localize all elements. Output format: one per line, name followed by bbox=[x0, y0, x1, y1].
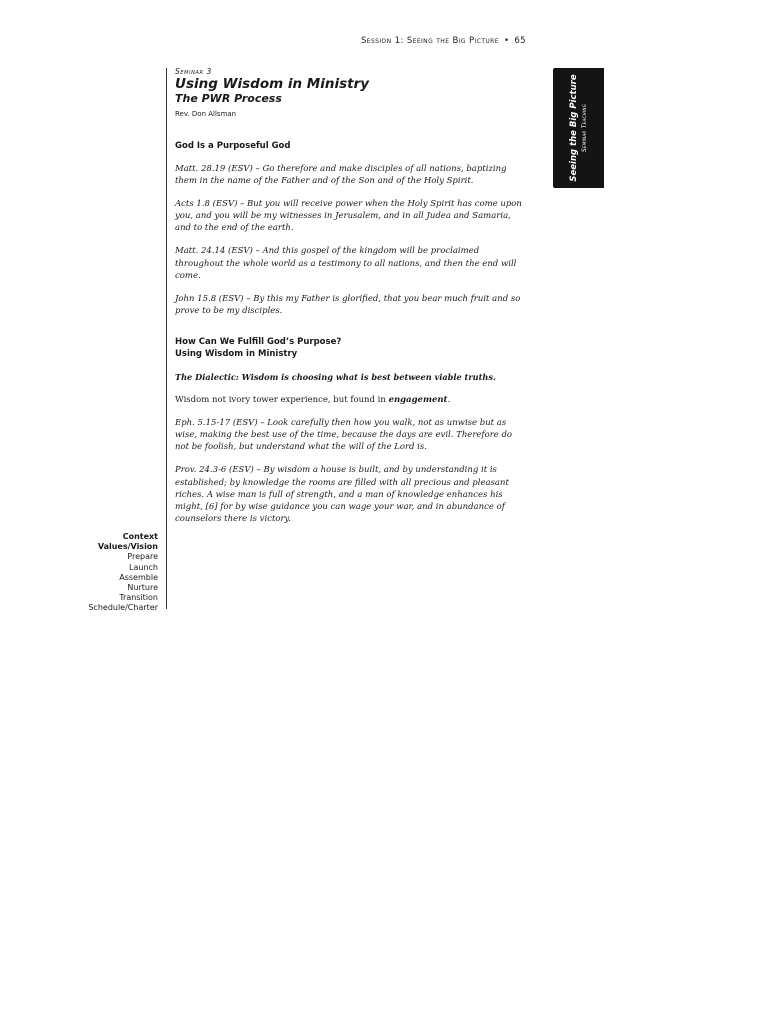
process-sidebar-nav bbox=[88, 532, 158, 614]
scripture-matt-28: Matt. 28.19 (ESV) – Go therefore and make disciples of all nations, baptizing them in the name of the Father and of the Son and of the Holy Spirit. bbox=[175, 164, 507, 187]
side-tab-subtitle: Seminar Teaching bbox=[580, 103, 588, 153]
side-tab-text bbox=[569, 68, 589, 188]
section-heading-fulfill-purpose bbox=[175, 336, 527, 360]
article-subtitle: The PWR Process bbox=[175, 92, 282, 105]
article-body bbox=[175, 66, 527, 525]
sidebar-item-values-vision: Values/Vision bbox=[97, 542, 158, 552]
scripture-acts-1: Acts 1.8 (ESV) – But you will receive power when the Holy Spirit has come upon you, and you will be my witnesses in Jerusalem, and in all Judea and Samaria, and to the end of the earth. bbox=[175, 199, 522, 234]
vertical-divider bbox=[166, 68, 167, 609]
wisdom-end: . bbox=[447, 395, 451, 406]
sidebar-item-nurture: Nurture bbox=[127, 583, 158, 593]
sidebar-item-context: Context bbox=[122, 532, 158, 541]
sidebar-item-prepare: Prepare bbox=[127, 552, 158, 562]
sidebar-item-assemble: Assemble bbox=[119, 572, 158, 582]
scripture-eph-5: Eph. 5.15-17 (ESV) – Look carefully then how you walk, not as unwise but as wise, making the best use of the time, because the days are evil. Therefore do not be foolish, but understand what the will of the Lord is. bbox=[175, 418, 513, 453]
scripture-matt-24: Matt. 24.14 (ESV) – And this gospel of the kingdom will be proclaimed throughout the whole world as a testimony to all nations, and then the end will come. bbox=[175, 246, 517, 281]
page-number: 65 bbox=[514, 36, 526, 46]
scripture-john-15: John 15.8 (ESV) – By this my Father is glorified, that you bear much fruit and so prove to be my disciples. bbox=[175, 293, 521, 316]
sidebar-item-schedule-charter: Schedule/Charter bbox=[88, 603, 158, 613]
author-line: Rev. Don Allsman bbox=[175, 110, 237, 118]
scripture-prov-24: Prov. 24.3-6 (ESV) – By wisdom a house is built, and by understanding it is established; by knowledge the rooms are filled with all precious and pleasant riches. A wise man is full of strength, and a man of knowledge enhances his might, [6] for by wise guidance you can wage your war, and in abundance of counselors there is victory. bbox=[175, 465, 509, 524]
running-title: Session 1: Seeing the Big Picture bbox=[360, 36, 499, 46]
wisdom-text: Wisdom not ivory tower experience, but found in bbox=[175, 395, 389, 406]
sidebar-item-transition: Transition bbox=[119, 593, 158, 603]
seminar-kicker: Seminar 3 bbox=[175, 67, 212, 76]
header-bullet: • bbox=[503, 36, 510, 46]
wisdom-statement bbox=[175, 394, 527, 406]
section-heading-line1: How Can We Fulfill God’s Purpose? bbox=[175, 336, 342, 347]
section-heading-line2: Using Wisdom in Ministry bbox=[175, 348, 298, 359]
section-side-tab bbox=[553, 68, 604, 188]
running-header bbox=[361, 36, 526, 46]
sidebar-item-launch: Launch bbox=[129, 562, 158, 572]
section-heading-purposeful-god: God Is a Purposeful God bbox=[175, 141, 291, 151]
side-tab-title: Seeing the Big Picture bbox=[568, 74, 579, 182]
article-title: Using Wisdom in Ministry bbox=[175, 76, 370, 92]
dialectic-statement: The Dialectic: Wisdom is choosing what is best between viable truths. bbox=[175, 371, 496, 382]
wisdom-emphasis: engagement bbox=[388, 395, 448, 406]
